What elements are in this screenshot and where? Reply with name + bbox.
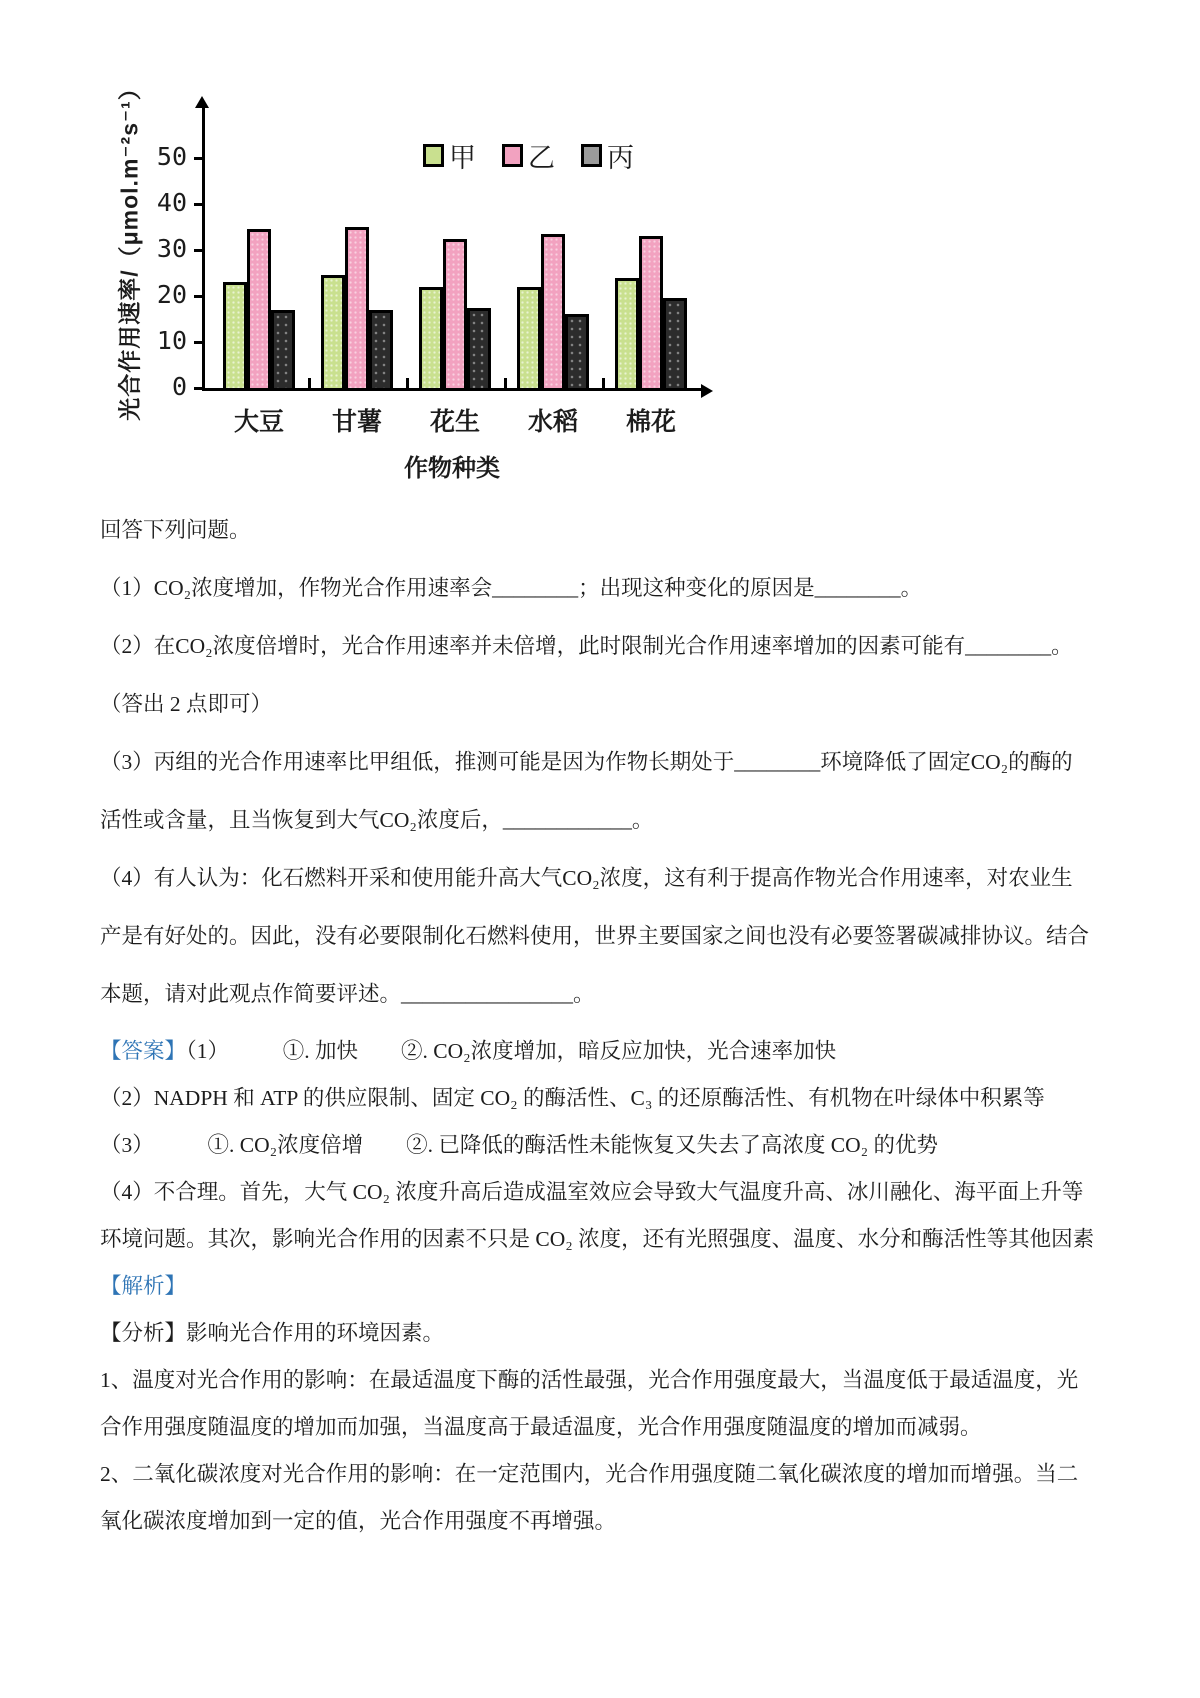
bar-series1-cat1 (223, 282, 247, 388)
question-line-3-cont: 活性或含量，且当恢复到大气CO₂浓度后，____________。 (100, 808, 654, 832)
y-axis-tick (194, 157, 205, 160)
photosynthesis-rate-bar-chart (100, 76, 1104, 486)
question-line-3: （3）丙组的光合作用速率比甲组低，推测可能是因为作物长期处于________环境降低了固定CO₂的酶的 (100, 750, 1073, 774)
x-category-label: 大豆 (233, 408, 284, 436)
question-line-2: （2）在CO₂浓度倍增时，光合作用速率并未倍增，此时限制光合作用速率增加的因素可能有________。 (100, 634, 1073, 658)
x-category-label: 花生 (429, 408, 480, 436)
bar-series1-cat2 (321, 275, 345, 388)
bar-series2-cat1 (247, 229, 271, 388)
chart-legend (423, 136, 634, 175)
legend-entry (581, 136, 634, 175)
y-tick-label: 0 (171, 372, 187, 401)
x-axis-arrow-icon (701, 384, 720, 398)
answer-line-4-cont: 环境问题。其次，影响光合作用的因素不只是 CO₂ 浓度，还有光照强度、温度、水分和酶活性等其他因素 (100, 1227, 1095, 1251)
bar-series1-cat3 (419, 287, 443, 388)
x-axis-tick (602, 378, 605, 388)
legend-swatch-icon (423, 144, 444, 167)
answer-line-2: （2）NADPH 和 ATP 的供应限制、固定 CO₂ 的酶活性、C₃ 的还原酶活性、有机物在叶绿体中积累等 (100, 1086, 1045, 1110)
question-line-2-note: （答出 2 点即可） (100, 692, 273, 716)
y-axis-tick (194, 249, 205, 252)
legend-swatch-icon (581, 144, 602, 167)
bar-series1-cat5 (615, 278, 639, 388)
analysis-heading (100, 1273, 1104, 1300)
answer-label: 【答案】 (100, 1039, 187, 1063)
bar-series3-cat1 (271, 310, 295, 388)
legend-label: 甲 (449, 143, 476, 173)
question-line-4-end: 本题，请对此观点作简要评述。________________。 (100, 982, 595, 1006)
y-tick-label: 10 (156, 326, 187, 355)
question-section (100, 516, 1104, 1008)
bar-series1-cat4 (517, 287, 541, 388)
legend-label: 乙 (528, 143, 555, 173)
y-axis-tick (194, 203, 205, 206)
y-axis-tick (194, 387, 205, 390)
bar-series2-cat4 (541, 234, 565, 388)
x-axis-title: 作物种类 (404, 455, 500, 482)
y-axis-arrow-icon (195, 89, 209, 108)
chart-plot-area (156, 104, 705, 436)
question-line-4: （4）有人认为：化石燃料开采和使用能升高大气CO₂浓度，这有利于提高作物光合作用速率，对农业生 (100, 866, 1073, 890)
bar-series3-cat2 (369, 310, 393, 388)
analysis-line-2: 1、温度对光合作用的影响：在最适温度下酶的活性最强，光合作用强度最大，当温度低于最适温度，光 (100, 1368, 1079, 1392)
analysis-line-3-cont: 氧化碳浓度增加到一定的值，光合作用强度不再增强。 (100, 1509, 617, 1533)
legend-swatch-icon (502, 144, 523, 167)
answer-line-1-text: （1） ①. 加快 ②. CO₂浓度增加，暗反应加快，光合速率加快 (186, 1039, 837, 1063)
bar-series3-cat4 (565, 314, 589, 388)
x-category-label: 水稻 (527, 408, 578, 436)
question-line-1: （1）CO₂浓度增加，作物光合作用速率会________；出现这种变化的原因是________。 (100, 576, 923, 600)
bar-series3-cat3 (467, 308, 491, 389)
x-axis-tick (406, 378, 409, 388)
answer-line-1 (100, 1038, 1104, 1065)
x-axis-tick (504, 378, 507, 388)
intro-line: 回答下列问题。 (100, 518, 251, 542)
bar-series3-cat5 (663, 298, 687, 388)
answer-line-4: （4）不合理。首先，大气 CO₂ 浓度升高后造成温室效应会导致大气温度升高、冰川融化、海平面上升等 (100, 1180, 1084, 1204)
y-axis-tick (194, 295, 205, 298)
y-tick-label: 40 (156, 188, 187, 217)
analysis-label: 【解析】 (100, 1274, 187, 1298)
y-axis-title: 光合作用速率/（μmol.m⁻²s⁻¹） (116, 76, 143, 421)
x-axis-tick (308, 378, 311, 388)
question-line-4-cont: 产是有好处的。因此，没有必要限制化石燃料使用，世界主要国家之间也没有必要签署碳减排协议。结合 (100, 924, 1090, 948)
x-category-label: 甘薯 (331, 408, 382, 436)
answer-line-3: （3） ①. CO₂浓度倍增 ②. 已降低的酶活性未能恢复又失去了高浓度 CO₂ 的优势 (100, 1133, 938, 1157)
y-tick-label: 20 (156, 280, 187, 309)
legend-entry (502, 136, 555, 175)
bar-series2-cat3 (443, 239, 467, 389)
y-tick-label: 50 (156, 142, 187, 171)
analysis-line-2-cont: 合作用强度随温度的增加而加强，当温度高于最适温度，光合作用强度随温度的增加而减弱。 (100, 1415, 982, 1439)
y-tick-label: 30 (156, 234, 187, 263)
bar-series2-cat2 (345, 227, 369, 388)
x-category-label: 棉花 (625, 408, 676, 436)
analysis-line-1: 【分析】影响光合作用的环境因素。 (100, 1321, 445, 1345)
analysis-line-3: 2、二氧化碳浓度对光合作用的影响：在一定范围内，光合作用强度随二氧化碳浓度的增加而增强。当二 (100, 1462, 1079, 1486)
legend-entry (423, 136, 476, 175)
legend-label: 丙 (607, 143, 634, 173)
y-axis-tick (194, 341, 205, 344)
bar-series2-cat5 (639, 236, 663, 388)
answer-section (100, 1038, 1104, 1535)
